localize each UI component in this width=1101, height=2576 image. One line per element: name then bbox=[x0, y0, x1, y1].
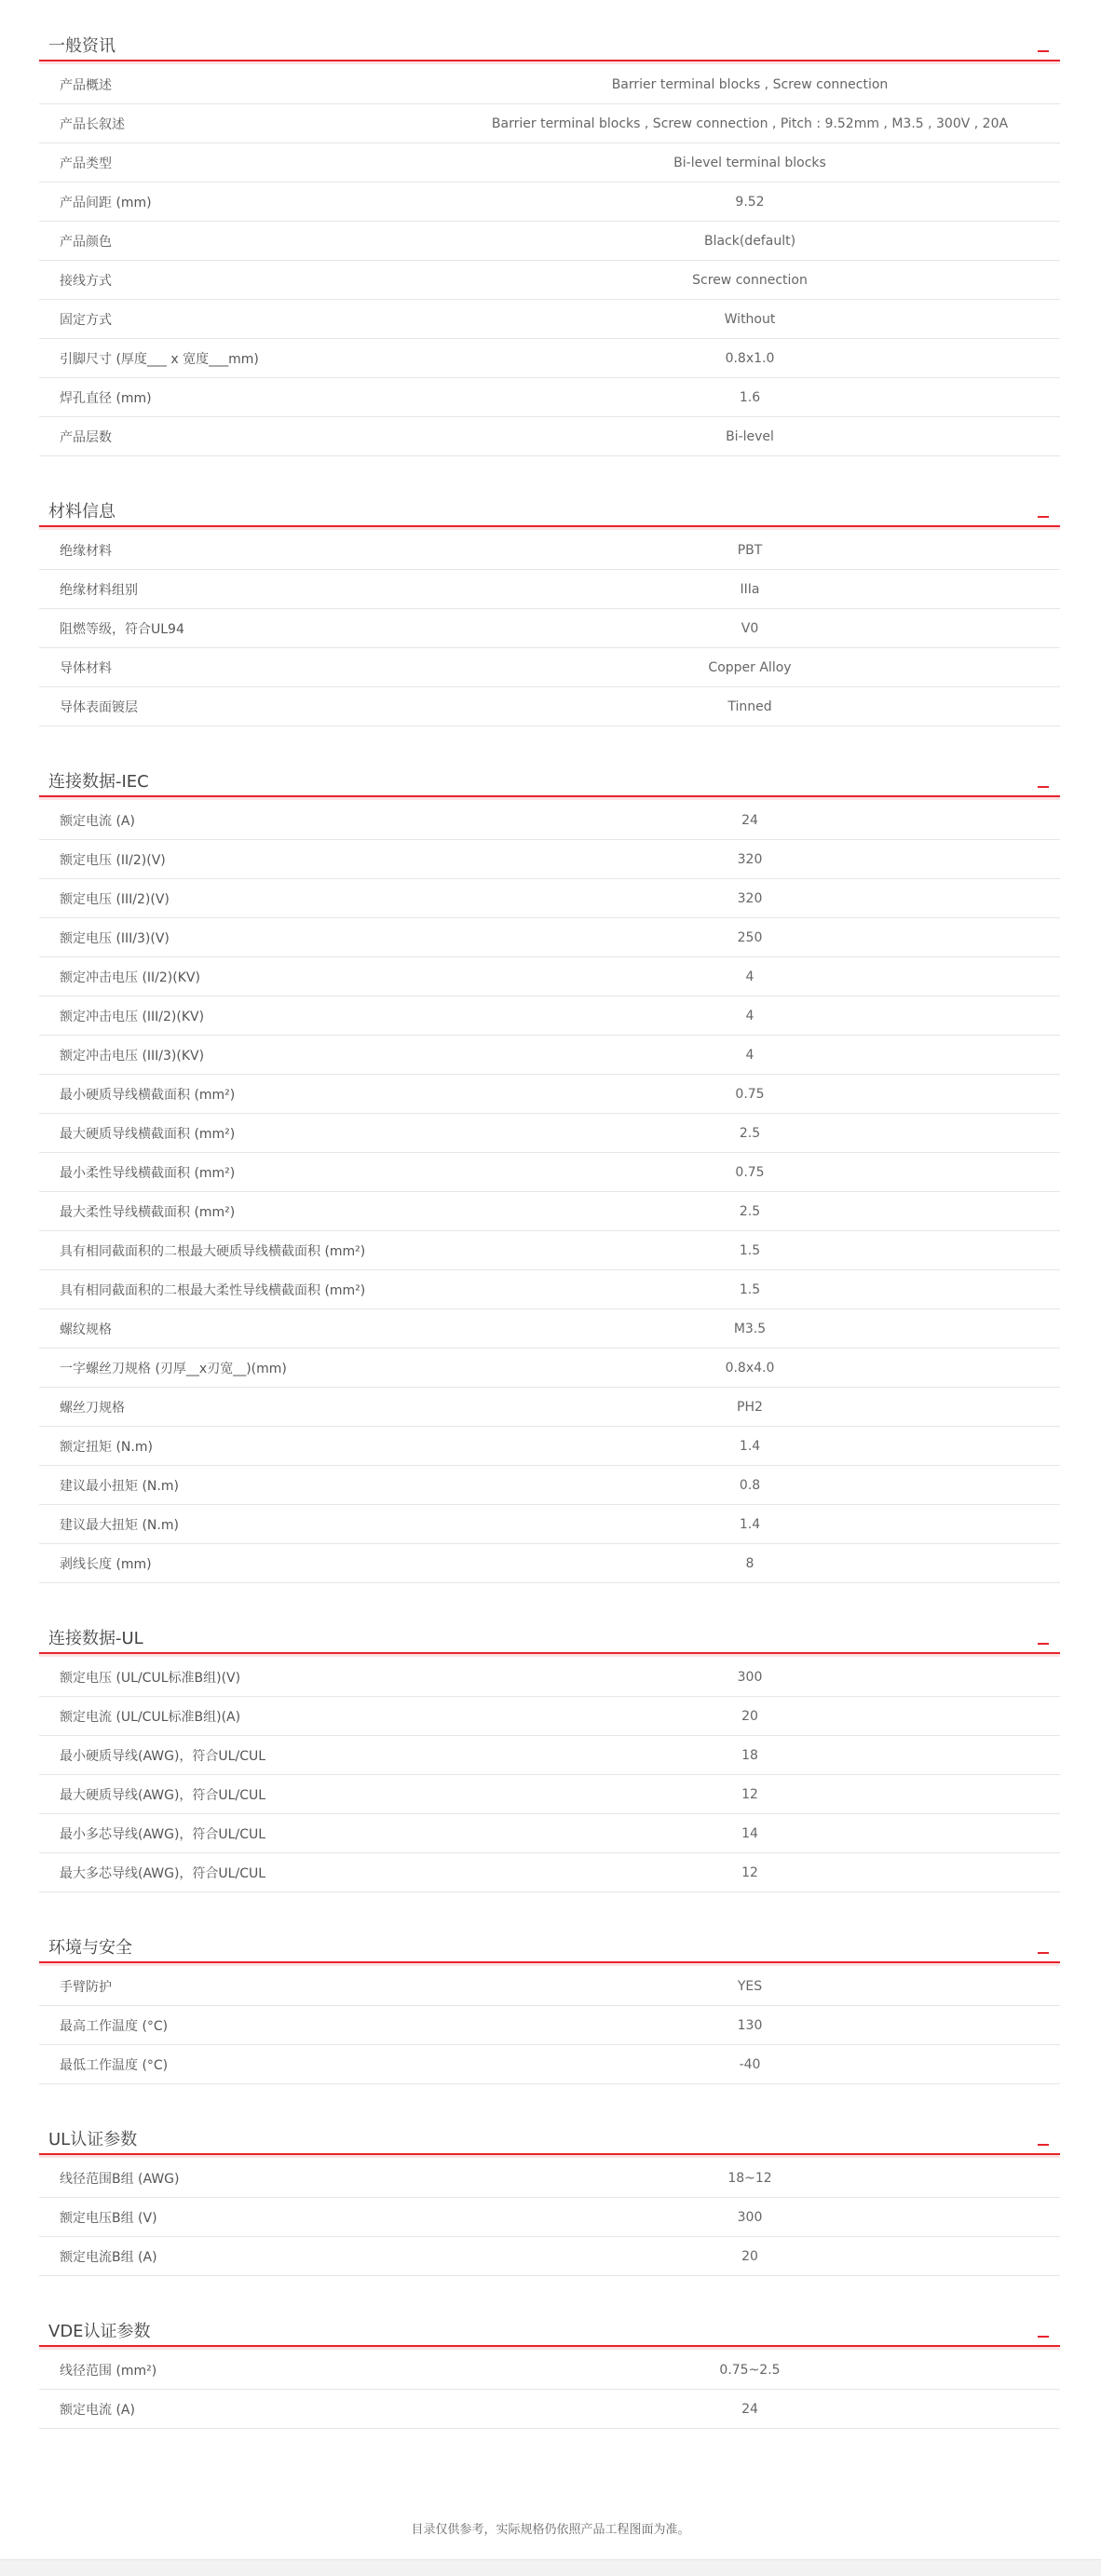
spec-value: Copper Alloy bbox=[708, 659, 792, 675]
spec-label: 产品间距 (mm) bbox=[60, 195, 152, 210]
table-row bbox=[39, 300, 1060, 339]
minus-icon[interactable] bbox=[1038, 786, 1049, 788]
table-row bbox=[39, 1309, 1060, 1349]
spec-value: Barrier terminal blocks , Screw connection bbox=[611, 76, 889, 92]
table-row bbox=[39, 2045, 1060, 2084]
table-row bbox=[39, 648, 1060, 687]
spec-value: Screw connection bbox=[692, 272, 808, 288]
spec-label: 具有相同截面积的二根最大硬质导线横截面积 (mm²) bbox=[60, 1243, 366, 1259]
section-header[interactable] bbox=[39, 17, 1060, 61]
spec-table bbox=[39, 1967, 1060, 2084]
spec-label: 阻燃等级，符合UL94 bbox=[60, 621, 184, 637]
spec-label: 具有相同截面积的二根最大柔性导线横截面积 (mm²) bbox=[60, 1282, 366, 1298]
spec-table bbox=[39, 2351, 1060, 2429]
spec-table bbox=[39, 801, 1060, 1583]
spec-value: 1.4 bbox=[739, 1438, 761, 1454]
spec-value: 14 bbox=[741, 1825, 758, 1841]
table-row bbox=[39, 1231, 1060, 1270]
spec-value: 0.75~2.5 bbox=[719, 2362, 781, 2378]
spec-label: 产品长叙述 bbox=[60, 116, 125, 132]
table-row bbox=[39, 378, 1060, 417]
spec-label: 固定方式 bbox=[60, 312, 112, 328]
table-row bbox=[39, 1967, 1060, 2006]
spec-value: 24 bbox=[741, 812, 758, 828]
spec-value: 2.5 bbox=[739, 1125, 761, 1141]
table-row bbox=[39, 1544, 1060, 1583]
section-title: VDE认证参数 bbox=[48, 2322, 151, 2341]
table-row bbox=[39, 261, 1060, 300]
spec-value: 9.52 bbox=[735, 194, 765, 210]
table-row bbox=[39, 1153, 1060, 1192]
spec-value: 300 bbox=[737, 2209, 763, 2225]
table-row bbox=[39, 1075, 1060, 1114]
table-row bbox=[39, 1466, 1060, 1505]
spec-sheet bbox=[39, 17, 1060, 2455]
spec-label: 最小多芯导线(AWG)，符合UL/CUL bbox=[60, 1826, 266, 1842]
spec-value: 1.6 bbox=[739, 389, 761, 405]
spec-label: 最大多芯导线(AWG)，符合UL/CUL bbox=[60, 1865, 266, 1881]
spec-label: 额定电流 (A) bbox=[60, 813, 135, 829]
spec-label: 焊孔直径 (mm) bbox=[60, 390, 152, 406]
spec-label: 最高工作温度 (°C) bbox=[60, 2018, 169, 2034]
spec-table bbox=[39, 531, 1060, 726]
spec-label: 额定电压 (II/2)(V) bbox=[60, 852, 166, 868]
spec-value: 1.5 bbox=[739, 1242, 761, 1258]
section-title: 连接数据-IEC bbox=[48, 772, 149, 792]
table-row bbox=[39, 1427, 1060, 1466]
table-row bbox=[39, 1775, 1060, 1814]
section-title: 环境与安全 bbox=[48, 1938, 132, 1958]
spec-value: 320 bbox=[737, 890, 763, 906]
table-row bbox=[39, 918, 1060, 957]
spec-table bbox=[39, 2159, 1060, 2276]
spec-value: 18 bbox=[741, 1747, 758, 1763]
spec-value: 4 bbox=[745, 1047, 754, 1063]
spec-value: V0 bbox=[741, 620, 759, 636]
spec-label: 螺纹规格 bbox=[60, 1322, 112, 1337]
spec-label: 额定电流 (UL/CUL标准B组)(A) bbox=[60, 1709, 241, 1725]
spec-value: 0.8x4.0 bbox=[725, 1360, 775, 1376]
spec-table bbox=[39, 1658, 1060, 1892]
spec-value: 130 bbox=[737, 2017, 763, 2033]
spec-label: 导体材料 bbox=[60, 660, 112, 676]
minus-icon[interactable] bbox=[1038, 50, 1049, 52]
section-header[interactable] bbox=[39, 2110, 1060, 2155]
section-header[interactable] bbox=[39, 752, 1060, 797]
spec-value: 24 bbox=[741, 2401, 758, 2417]
table-row bbox=[39, 1349, 1060, 1388]
spec-value: 18~12 bbox=[727, 2170, 772, 2186]
spec-value: Barrier terminal blocks , Screw connection , Pitch : 9.52mm , M3.5 , 300V , 20A bbox=[491, 115, 1009, 131]
table-row bbox=[39, 1505, 1060, 1544]
spec-value: 320 bbox=[737, 851, 763, 867]
section-header[interactable] bbox=[39, 2302, 1060, 2347]
footer-disclaimer: 目录仅供参考，实际规格仍依照产品工程图面为准。 bbox=[411, 2523, 690, 2537]
table-row bbox=[39, 1114, 1060, 1153]
spec-label: 最大硬质导线横截面积 (mm²) bbox=[60, 1126, 236, 1142]
spec-label: 引脚尺寸 (厚度___ x 宽度___mm) bbox=[60, 351, 259, 367]
section-title: 连接数据-UL bbox=[48, 1629, 143, 1648]
table-row bbox=[39, 687, 1060, 726]
spec-section bbox=[39, 2302, 1060, 2429]
table-row bbox=[39, 183, 1060, 222]
spec-value: Bi-level bbox=[726, 428, 774, 444]
spec-label: 绝缘材料 bbox=[60, 543, 112, 559]
bottom-bar bbox=[0, 2559, 1101, 2576]
spec-label: 建议最小扭矩 (N.m) bbox=[60, 1478, 179, 1494]
spec-value: 4 bbox=[745, 969, 754, 984]
spec-value: 0.8x1.0 bbox=[725, 350, 775, 366]
section-title: UL认证参数 bbox=[48, 2130, 138, 2149]
table-row bbox=[39, 1853, 1060, 1892]
spec-value: IIIa bbox=[740, 581, 760, 597]
table-row bbox=[39, 957, 1060, 997]
spec-label: 螺丝刀规格 bbox=[60, 1400, 125, 1416]
minus-icon[interactable] bbox=[1038, 1952, 1049, 1954]
spec-section bbox=[39, 17, 1060, 456]
spec-value: 20 bbox=[741, 2248, 758, 2264]
spec-value: 4 bbox=[745, 1008, 754, 1024]
spec-label: 额定电流B组 (A) bbox=[60, 2249, 157, 2265]
table-row bbox=[39, 2159, 1060, 2198]
spec-value: -40 bbox=[739, 2056, 761, 2072]
table-row bbox=[39, 1736, 1060, 1775]
table-row bbox=[39, 1658, 1060, 1697]
spec-label: 额定冲击电压 (III/2)(KV) bbox=[60, 1009, 205, 1024]
table-row bbox=[39, 65, 1060, 104]
table-row bbox=[39, 2198, 1060, 2237]
spec-label: 一字螺丝刀规格 (刃厚__x刃宽__)(mm) bbox=[60, 1361, 287, 1376]
minus-icon[interactable] bbox=[1038, 2144, 1049, 2146]
spec-label: 额定电压B组 (V) bbox=[60, 2210, 157, 2226]
spec-value: 1.5 bbox=[739, 1281, 761, 1297]
section-header[interactable] bbox=[39, 1609, 1060, 1654]
spec-label: 导体表面镀层 bbox=[60, 699, 138, 715]
spec-value: 12 bbox=[741, 1864, 758, 1880]
minus-icon[interactable] bbox=[1038, 516, 1049, 518]
table-row bbox=[39, 1697, 1060, 1736]
spec-value: 20 bbox=[741, 1708, 758, 1724]
spec-value: M3.5 bbox=[733, 1321, 767, 1336]
spec-value: 0.75 bbox=[735, 1086, 765, 1102]
spec-label: 额定电压 (III/3)(V) bbox=[60, 930, 170, 946]
spec-label: 建议最大扭矩 (N.m) bbox=[60, 1517, 179, 1533]
section-title: 材料信息 bbox=[48, 502, 116, 522]
table-row bbox=[39, 339, 1060, 378]
table-row bbox=[39, 609, 1060, 648]
spec-value: Tinned bbox=[727, 698, 772, 714]
spec-value: Black(default) bbox=[703, 233, 796, 249]
spec-label: 产品层数 bbox=[60, 429, 112, 445]
spec-value: PBT bbox=[737, 542, 763, 558]
spec-label: 线径范围 (mm²) bbox=[60, 2363, 157, 2379]
spec-value: Bi-level terminal blocks bbox=[673, 155, 826, 170]
spec-label: 手臂防护 bbox=[60, 1979, 112, 1995]
spec-label: 接线方式 bbox=[60, 273, 112, 289]
spec-value: PH2 bbox=[737, 1399, 763, 1415]
spec-label: 额定电压 (UL/CUL标准B组)(V) bbox=[60, 1670, 241, 1686]
table-row bbox=[39, 570, 1060, 609]
table-row bbox=[39, 2390, 1060, 2429]
spec-value: YES bbox=[737, 1978, 763, 1994]
table-row bbox=[39, 2237, 1060, 2276]
spec-value: Without bbox=[724, 311, 776, 327]
spec-section bbox=[39, 2110, 1060, 2276]
spec-value: 12 bbox=[741, 1786, 758, 1802]
spec-section bbox=[39, 1609, 1060, 1892]
spec-label: 最小硬质导线(AWG)，符合UL/CUL bbox=[60, 1748, 266, 1764]
table-row bbox=[39, 222, 1060, 261]
spec-label: 最大柔性导线横截面积 (mm²) bbox=[60, 1204, 236, 1220]
table-row bbox=[39, 1270, 1060, 1309]
table-row bbox=[39, 417, 1060, 456]
table-row bbox=[39, 1388, 1060, 1427]
table-row bbox=[39, 1814, 1060, 1853]
spec-value: 250 bbox=[737, 929, 763, 945]
spec-value: 1.4 bbox=[739, 1516, 761, 1532]
spec-value: 0.8 bbox=[739, 1477, 761, 1493]
table-row bbox=[39, 879, 1060, 918]
spec-label: 最小柔性导线横截面积 (mm²) bbox=[60, 1165, 236, 1181]
spec-value: 2.5 bbox=[739, 1203, 761, 1219]
table-row bbox=[39, 997, 1060, 1036]
table-row bbox=[39, 2351, 1060, 2390]
table-row bbox=[39, 840, 1060, 879]
minus-icon[interactable] bbox=[1038, 2336, 1049, 2338]
spec-label: 额定电流 (A) bbox=[60, 2402, 135, 2418]
table-row bbox=[39, 143, 1060, 183]
spec-section bbox=[39, 482, 1060, 726]
spec-label: 额定扭矩 (N.m) bbox=[60, 1439, 153, 1455]
spec-label: 线径范围B组 (AWG) bbox=[60, 2171, 180, 2187]
table-row bbox=[39, 1036, 1060, 1075]
table-row bbox=[39, 2006, 1060, 2045]
spec-section bbox=[39, 752, 1060, 1583]
spec-section bbox=[39, 1918, 1060, 2084]
section-header[interactable] bbox=[39, 482, 1060, 527]
spec-value: 300 bbox=[737, 1669, 763, 1685]
minus-icon[interactable] bbox=[1038, 1643, 1049, 1645]
table-row bbox=[39, 1192, 1060, 1231]
spec-value: 0.75 bbox=[735, 1164, 765, 1180]
spec-label: 最小硬质导线横截面积 (mm²) bbox=[60, 1087, 236, 1103]
spec-label: 产品颜色 bbox=[60, 234, 112, 250]
section-title: 一般资讯 bbox=[48, 36, 116, 56]
spec-label: 产品概述 bbox=[60, 77, 112, 93]
spec-label: 剥线长度 (mm) bbox=[60, 1556, 152, 1572]
spec-label: 产品类型 bbox=[60, 156, 112, 171]
spec-label: 额定电压 (III/2)(V) bbox=[60, 891, 170, 907]
spec-table bbox=[39, 65, 1060, 456]
spec-label: 额定冲击电压 (III/3)(KV) bbox=[60, 1048, 205, 1064]
table-row bbox=[39, 104, 1060, 143]
spec-label: 最低工作温度 (°C) bbox=[60, 2057, 169, 2073]
section-header[interactable] bbox=[39, 1918, 1060, 1963]
spec-label: 最大硬质导线(AWG)，符合UL/CUL bbox=[60, 1787, 266, 1803]
spec-label: 额定冲击电压 (II/2)(KV) bbox=[60, 969, 200, 985]
spec-label: 绝缘材料组别 bbox=[60, 582, 138, 598]
table-row bbox=[39, 801, 1060, 840]
spec-value: 8 bbox=[745, 1555, 754, 1571]
table-row bbox=[39, 531, 1060, 570]
